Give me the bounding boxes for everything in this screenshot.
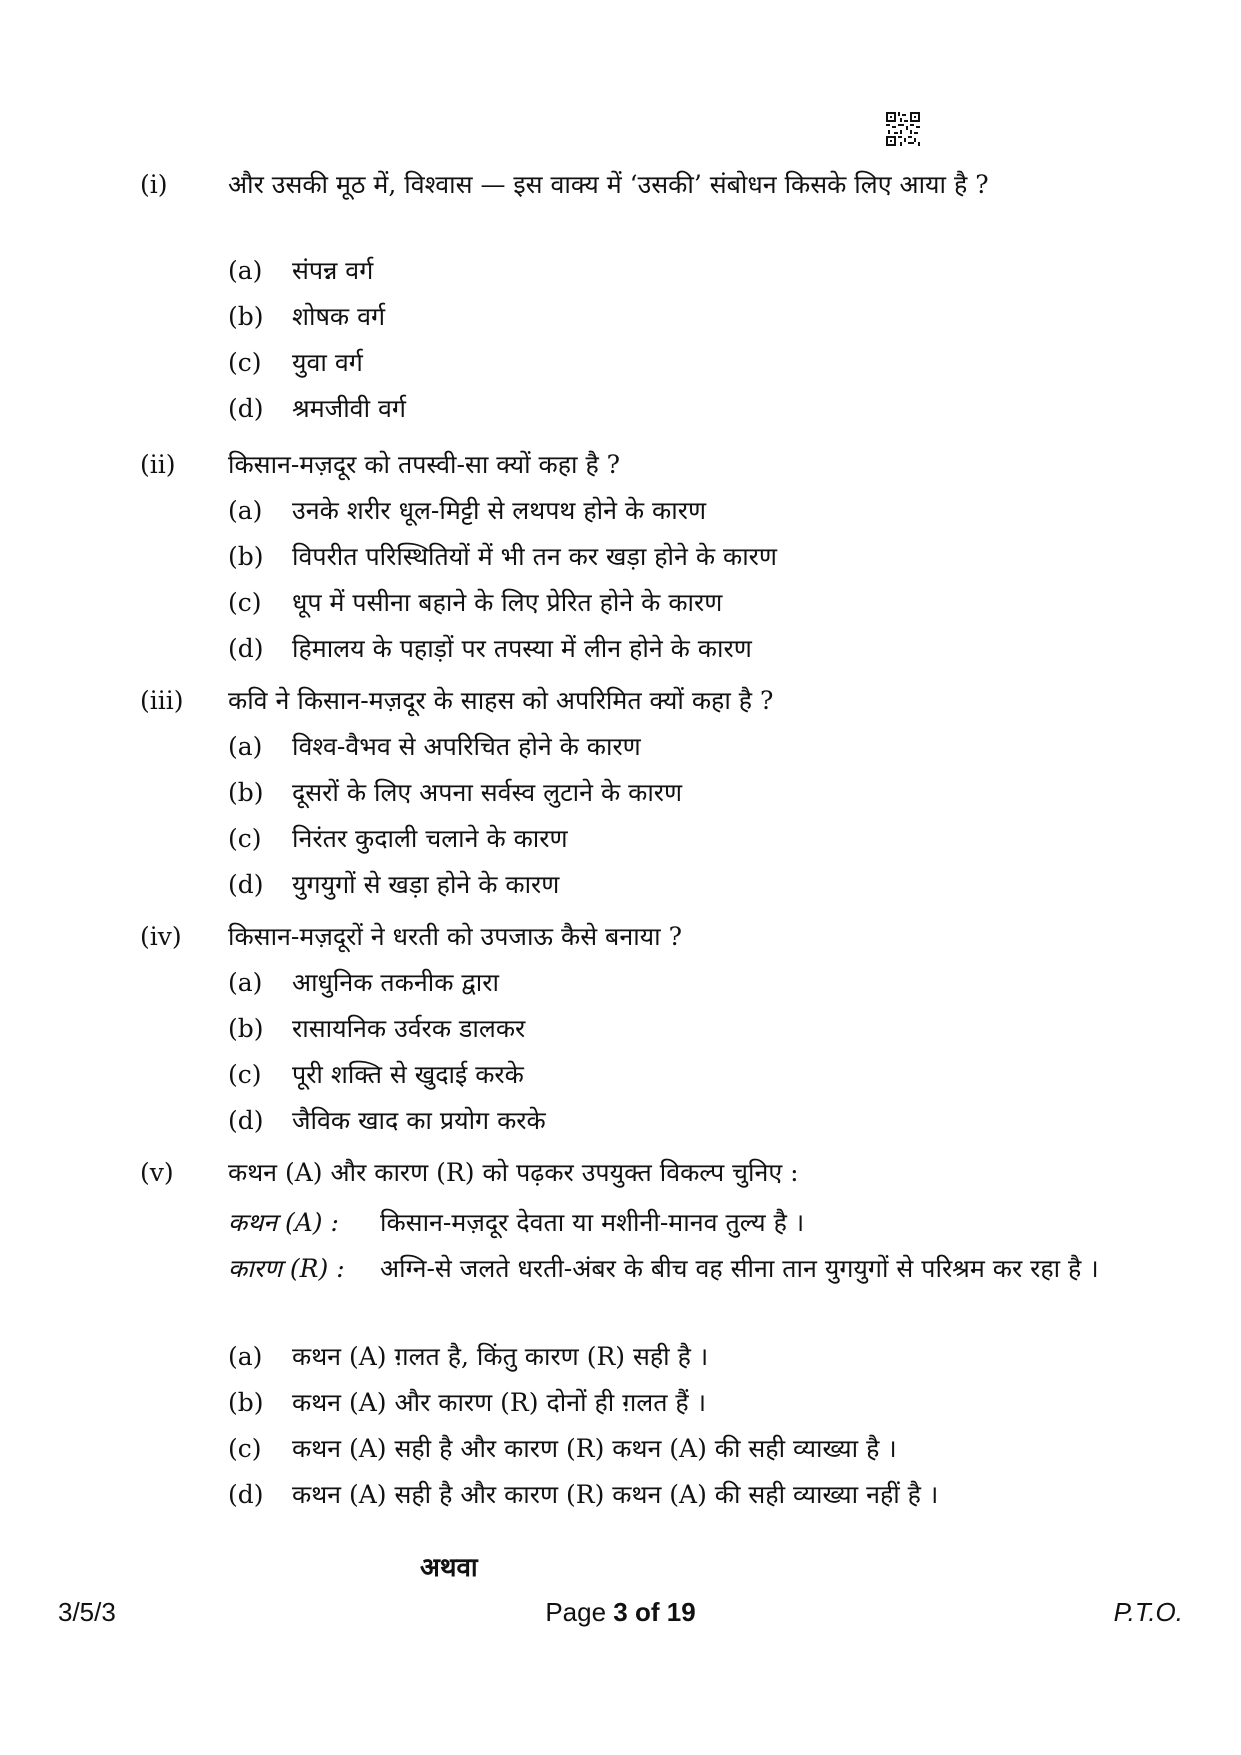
option-label: (b) <box>228 778 264 807</box>
option-label: (b) <box>228 1388 264 1417</box>
option-text: कथन (A) और कारण (R) दोनों ही ग़लत हैं । <box>292 1388 707 1417</box>
option <box>228 581 1128 627</box>
assertion-label: कथन (A) : <box>228 1208 339 1237</box>
pto-label: P.T.O. <box>1113 1597 1183 1627</box>
reason-text: अग्नि-से जलते धरती-अंबर के बीच वह सीना तान युगयुगों से परिश्रम कर रहा है । <box>380 1254 1099 1283</box>
option-label: (c) <box>228 588 262 617</box>
option <box>228 341 1128 387</box>
option-text: कथन (A) सही है और कारण (R) कथन (A) की सही व्याख्या नहीं है । <box>292 1480 939 1509</box>
question-text: और उसकी मूठ में, विश्वास — इस वाक्य में ‘उसकी’ संबोधन किसके लिए आया है ? <box>228 170 989 199</box>
question-text: कवि ने किसान-मज़दूर के साहस को अपरिमित क्यों कहा है ? <box>228 686 774 715</box>
question-text: कथन (A) और कारण (R) को पढ़कर उपयुक्त विकल्प चुनिए : <box>228 1158 799 1187</box>
qr-code <box>886 112 920 146</box>
option-text: उनके शरीर धूल-मिट्टी से लथपथ होने के कारण <box>292 496 707 525</box>
option-text: विपरीत परिस्थितियों में भी तन कर खड़ा होने के कारण <box>292 542 777 571</box>
option-label: (a) <box>228 1342 263 1371</box>
option-text: रासायनिक उर्वरक डालकर <box>292 1014 526 1043</box>
option-label: (d) <box>228 1480 264 1509</box>
option-text: हिमालय के पहाड़ों पर तपस्या में लीन होने के कारण <box>292 634 752 663</box>
option <box>228 817 1128 863</box>
option-label: (c) <box>228 824 262 853</box>
option-text: संपन्न वर्ग <box>292 256 374 285</box>
option-text: आधुनिक तकनीक द्वारा <box>292 968 499 997</box>
option <box>228 249 1128 295</box>
option-text: शोषक वर्ग <box>292 302 386 331</box>
assertion-text: किसान-मज़दूर देवता या मशीनी-मानव तुल्य है । <box>380 1208 805 1237</box>
option <box>228 1427 1128 1473</box>
option-label: (c) <box>228 348 262 377</box>
option-text: निरंतर कुदाली चलाने के कारण <box>292 824 568 853</box>
option-text: श्रमजीवी वर्ग <box>292 394 406 423</box>
question-number: (iv) <box>140 922 182 951</box>
page-current: 3 <box>613 1597 628 1627</box>
or-separator: अथवा <box>420 1553 478 1583</box>
option-label: (b) <box>228 1014 264 1043</box>
option <box>228 1381 1128 1427</box>
option-text: धूप में पसीना बहाने के लिए प्रेरित होने के कारण <box>292 588 723 617</box>
option-text: युवा वर्ग <box>292 348 363 377</box>
page-total: 19 <box>666 1597 696 1627</box>
option <box>228 295 1128 341</box>
option-text: दूसरों के लिए अपना सर्वस्व लुटाने के कारण <box>292 778 683 807</box>
option <box>228 1053 1128 1099</box>
question-number: (ii) <box>140 450 176 479</box>
option-label: (d) <box>228 394 264 423</box>
option-text: युगयुगों से खड़ा होने के कारण <box>292 870 560 899</box>
option-label: (c) <box>228 1434 262 1463</box>
question-text: किसान-मज़दूर को तपस्वी-सा क्यों कहा है ? <box>228 450 621 479</box>
option <box>228 1007 1128 1053</box>
option-label: (a) <box>228 496 263 525</box>
option <box>228 725 1128 771</box>
option <box>228 1099 1128 1145</box>
option <box>228 961 1128 1007</box>
option-text: कथन (A) सही है और कारण (R) कथन (A) की सही व्याख्या है । <box>292 1434 897 1463</box>
option-label: (a) <box>228 256 263 285</box>
page-of: of <box>627 1597 667 1627</box>
question-number: (i) <box>140 170 168 199</box>
option-label: (c) <box>228 1060 262 1089</box>
option <box>228 1473 1128 1519</box>
option-label: (d) <box>228 1106 264 1135</box>
question-number: (iii) <box>140 686 184 715</box>
option <box>228 489 1128 535</box>
option-label: (b) <box>228 542 264 571</box>
reason-label: कारण (R) : <box>228 1254 345 1283</box>
option-text: कथन (A) ग़लत है, किंतु कारण (R) सही है । <box>292 1342 709 1371</box>
option <box>228 535 1128 581</box>
option-text: जैविक खाद का प्रयोग करके <box>292 1106 546 1135</box>
option-text: विश्व-वैभव से अपरिचित होने के कारण <box>292 732 641 761</box>
page-prefix: Page <box>545 1597 614 1627</box>
option <box>228 387 1128 433</box>
option-label: (d) <box>228 870 264 899</box>
option-text: पूरी शक्ति से खुदाई करके <box>292 1060 524 1089</box>
option <box>228 1335 1128 1381</box>
option-label: (a) <box>228 732 263 761</box>
option-label: (b) <box>228 302 264 331</box>
option <box>228 627 1128 673</box>
paper-code: 3/5/3 <box>58 1597 116 1627</box>
question-number: (v) <box>140 1158 174 1187</box>
question-text: किसान-मज़दूरों ने धरती को उपजाऊ कैसे बनाया ? <box>228 922 683 951</box>
option <box>228 771 1128 817</box>
option-label: (d) <box>228 634 264 663</box>
page-number <box>0 1597 1241 1628</box>
option-label: (a) <box>228 968 263 997</box>
option <box>228 863 1128 909</box>
